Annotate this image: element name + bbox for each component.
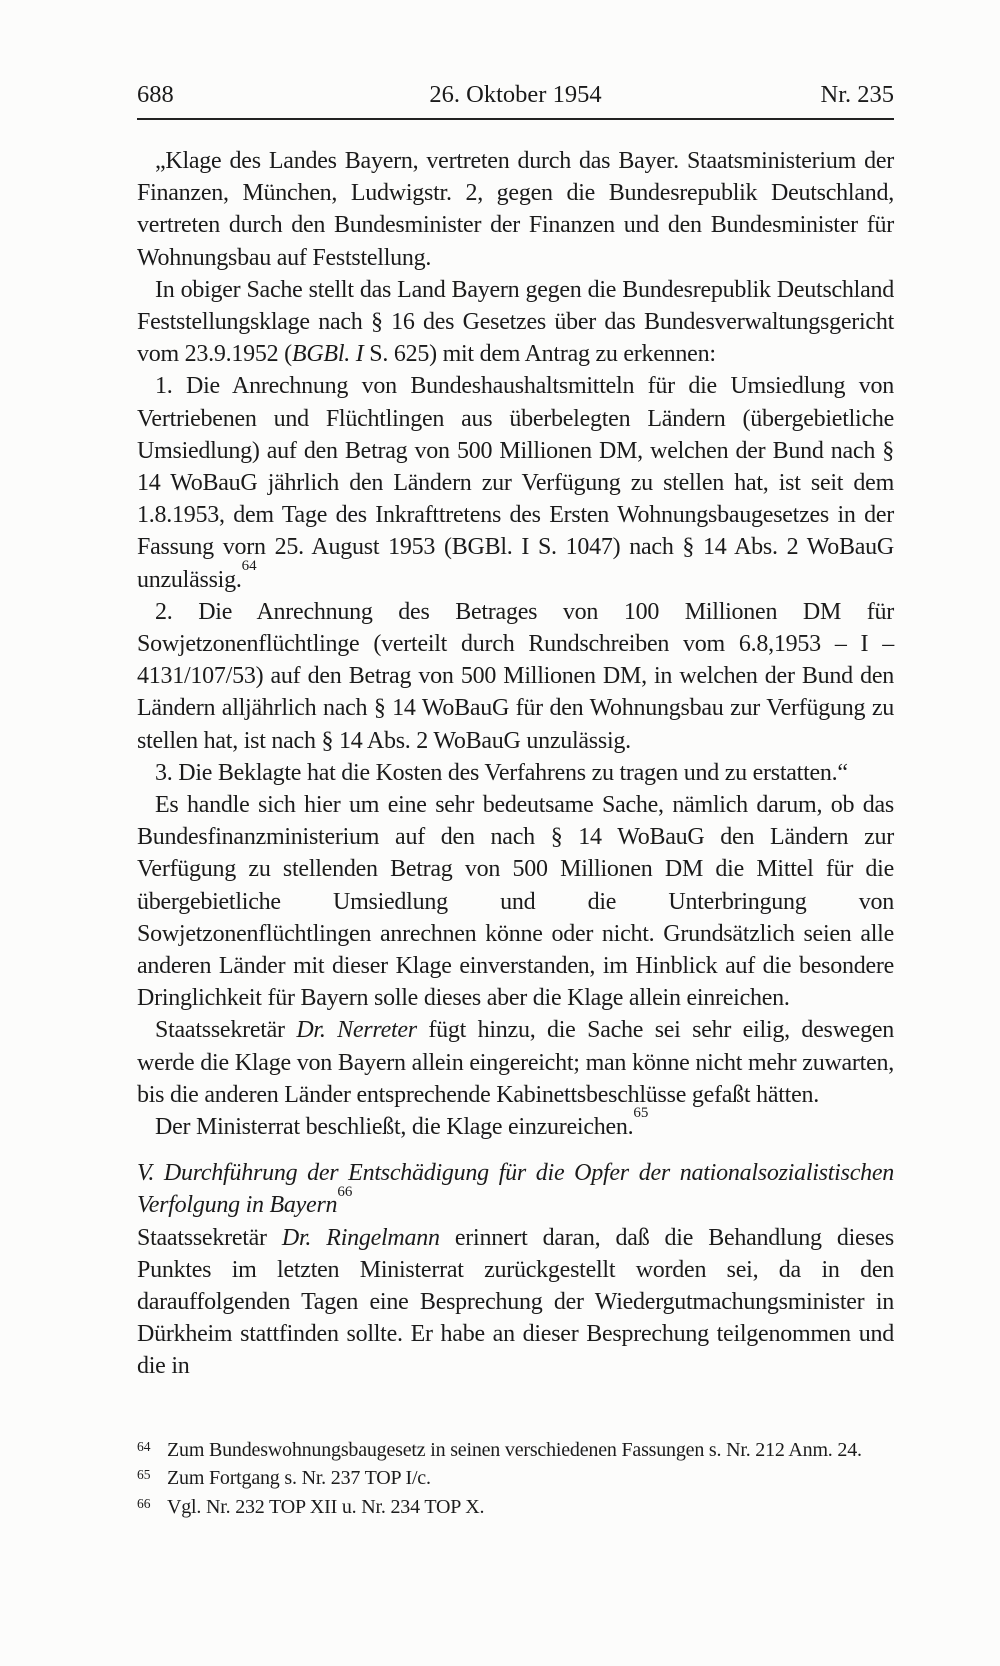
text-run: Staatssekretär	[155, 1017, 297, 1044]
body-paragraph	[137, 370, 894, 595]
footnote-marker: 64	[137, 1438, 151, 1454]
text-run: 2. Die Anrechnung des Betrages von 100 Millionen DM für Sowjetzonenflüchtlinge (verteilt durch Rundschreiben vom 6.8,1953 – I – 4131/107/53) auf den Betrag von 500 Millionen DM, in welchen der Bund den Ländern alljährlich nach § 14 WoBauG für den Wohnungsbau zur Verfügung zu stellen hat, ist nach § 14 Abs. 2 WoBauG unzulässig.	[137, 598, 894, 754]
page-number: 688	[137, 81, 174, 108]
footnote-text: Zum Fortgang s. Nr. 237 TOP I/c.	[167, 1467, 431, 1490]
footnote-marker: 65	[137, 1467, 151, 1483]
body-paragraph	[137, 757, 894, 789]
footnote-text: Zum Bundeswohnungsbaugesetz in seinen verschiedenen Fassungen s. Nr. 212 Anm. 24.	[167, 1438, 862, 1461]
document-number: Nr. 235	[820, 81, 894, 108]
text-run: Es handle sich hier um eine sehr bedeutsame Sache, nämlich darum, ob das Bundesfinanzministerium auf den nach § 14 WoBauG den Ländern zur Verfügung zu stellenden Betrag von 500 Millionen DM die Mittel für die übergebietliche Umsiedlung und die Unterbringung von Sowjetzonenflüchtlingen anrechnen könne oder nicht. Grundsätzlich seien alle anderen Länder mit dieser Klage einverstanden, im Hinblick auf die besondere Dringlichkeit für Bayern solle dieses aber die Klage allein einreichen.	[137, 792, 894, 1012]
footnote-ref: 64	[241, 557, 257, 574]
text-run: S. 625) mit dem Antrag zu erkennen:	[363, 341, 716, 368]
footnote	[137, 1465, 894, 1494]
section-heading	[137, 1157, 894, 1221]
text-run: erinnert daran, daß die Behandlung dieses Punktes im letzten Ministerrat zurückgestellt worden sei, da in den darauffolgenden Tagen eine Besprechung der Wiedergutmachungsminister in Dürkheim stattfinden sollte. Er habe an dieser Besprechung teilgenommen und die in	[137, 1224, 894, 1380]
body-paragraph	[137, 596, 894, 757]
header-date: 26. Oktober 1954	[429, 81, 602, 108]
text-run: 1. Die Anrechnung von Bundeshaushaltsmitteln für die Umsiedlung von Vertriebenen und Flüchtlingen aus überbelegten Ländern (übergebietliche Umsiedlung) auf den Betrag von 500 Millionen DM, welchen der Bund nach § 14 WoBauG jährlich den Ländern zur Verfügung zu stellen hat, ist seit dem 1.8.1953, dem Tage des Inkrafttretens des Ersten Wohnungsbaugesetzes in der Fassung vorn 25. August 1953 (BGBl. I S. 1047) nach § 14 Abs. 2 WoBauG unzulässig.	[137, 373, 894, 593]
text-run: In obiger Sache stellt das Land Bayern gegen die Bundesrepublik Deutschland Feststellungsklage nach § 16 des Gesetzes über das Bundesverwaltungsgericht vom 23.9.1952 (	[137, 276, 894, 368]
footnote-text: Vgl. Nr. 232 TOP XII u. Nr. 234 TOP X.	[167, 1495, 485, 1518]
document-body	[137, 145, 894, 1383]
footnote-ref: 66	[337, 1183, 353, 1200]
text-run: Staatssekretär	[137, 1224, 282, 1251]
text-run: Dr. Ringelmann	[281, 1224, 440, 1251]
text-run: 3. Die Beklagte hat die Kosten des Verfahrens zu tragen und zu erstatten.“	[155, 759, 848, 786]
footnote	[137, 1494, 894, 1523]
footnote-ref: 65	[633, 1105, 649, 1122]
footnote-marker: 66	[137, 1495, 151, 1511]
text-run: fügt hinzu, die Sache sei sehr eilig, deswegen werde die Klage von Bayern allein eingereicht; man könne nicht mehr zuwarten, bis die anderen Länder entsprechende Kabinettsbeschlüsse gefaßt hätten.	[137, 1017, 894, 1108]
body-paragraph	[137, 145, 894, 274]
body-paragraph	[137, 1222, 894, 1383]
body-paragraph	[137, 789, 894, 1014]
text-run: BGBl. I	[291, 341, 364, 368]
text-run: Dr. Nerreter	[296, 1017, 417, 1044]
text-run: Der Ministerrat beschließt, die Klage einzureichen.	[155, 1114, 634, 1141]
body-paragraph	[137, 274, 894, 371]
body-paragraph	[137, 1014, 894, 1111]
body-paragraph	[137, 1105, 894, 1143]
text-run: „Klage des Landes Bayern, vertreten durch das Bayer. Staatsministerium der Finanzen, München, Ludwigstr. 2, gegen die Bundesrepublik Deutschland, vertreten durch den Bundesminister der Finanzen und den Bundesminister für Wohnungsbau auf Feststellung.	[137, 147, 894, 271]
footnotes-section	[137, 1437, 894, 1523]
footnote	[137, 1437, 894, 1466]
text-run: V. Durchführung der Entschädigung für die Opfer der nationalsozialistischen Verfolgung in Bayern	[137, 1160, 894, 1219]
page-header	[137, 82, 894, 120]
